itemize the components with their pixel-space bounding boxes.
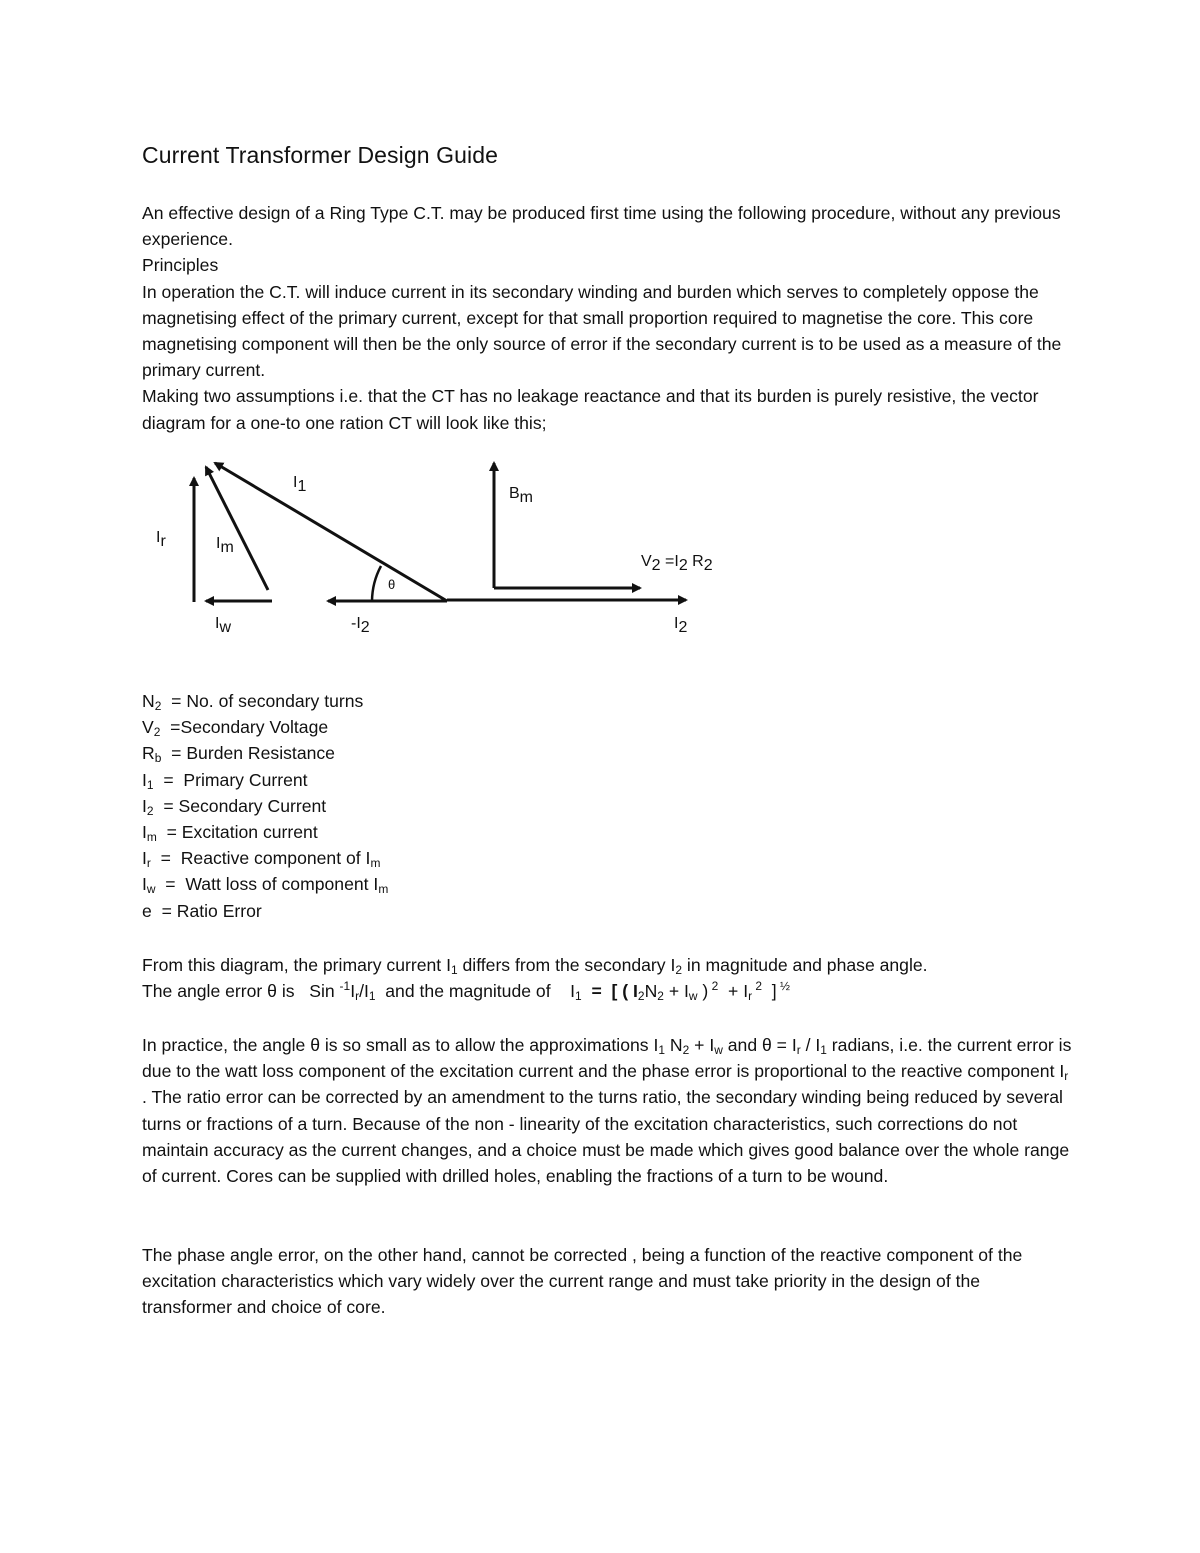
intro-section bbox=[142, 200, 1072, 436]
i1-vector bbox=[215, 463, 447, 601]
angle-error-formula: The angle error θ is Sin $^{-1}I_r/I_1$ and the magnitude of $I_1$ = [ ( $I_2N_2 + I_w$ ) $^2 + I_r$ $^2$ ] $^{\frac{1}{2}}$ bbox=[142, 979, 790, 1004]
bm-label: Bm bbox=[509, 485, 533, 506]
error-section bbox=[142, 952, 1072, 1004]
i1-label: I1 bbox=[293, 474, 307, 495]
ir-label: Ir bbox=[156, 529, 166, 550]
im-label: Im bbox=[216, 535, 234, 556]
principles-heading: Principles bbox=[142, 255, 219, 276]
definition-row: $I_w$ = Watt loss of component $I_m$ bbox=[142, 874, 389, 897]
definition-row: $N_2 = No$. of secondary turns bbox=[142, 691, 364, 713]
neg-i2-label: -I2 bbox=[351, 615, 370, 636]
i2-label: I2 bbox=[674, 615, 688, 636]
v2-label: V2 =I2 R2 bbox=[641, 553, 713, 574]
intro-paragraph: An effective design of a Ring Type C.T. may be produced first time using the following procedure, without any previous experience. bbox=[142, 203, 1061, 250]
theta-label: θ bbox=[388, 577, 396, 592]
definition-row: $I_1$ = Primary Current bbox=[142, 769, 308, 792]
definition-row: $I_r$ = Reactive component of $I_m$ bbox=[142, 848, 381, 871]
im-vector bbox=[206, 467, 268, 590]
assumptions-paragraph: Making two assumptions i.e. that the CT has no leakage reactance and that its burden is purely resistive, the vector diagram for a one-to one ration CT will look like this; bbox=[142, 386, 1039, 433]
phase-error-paragraph: The phase angle error, on the other hand, cannot be corrected , being a function of the reactive component of the excitation characteristics which vary widely over the current range and must take priority in the design of the transformer and choice of core. bbox=[142, 1245, 1023, 1318]
iw-label: Iw bbox=[215, 615, 232, 636]
principles-paragraph: In operation the C.T. will induce current in its secondary winding and burden which serves to completely oppose the magnetising effect of the primary current, except for that small proportion required to magnetise the core. This core magnetising component will then be the only source of error if the secondary current is to be used as a measure of the primary current. bbox=[142, 281, 1062, 381]
definition-row: $I_m$ = Excitation current bbox=[142, 821, 318, 844]
definitions-list bbox=[142, 688, 1072, 924]
magnitude-phase-line: From this diagram, the primary current $I_1$ differs from the secondary $I_2$ in magnitude and phase angle. bbox=[142, 955, 928, 977]
theta-arc bbox=[372, 566, 381, 601]
definition-row: $I_2$ = Secondary Current bbox=[142, 795, 327, 818]
definition-row: $R_b$ = Burden Resistance bbox=[142, 743, 335, 766]
definition-row: e = Ratio Error bbox=[142, 900, 262, 921]
practice-paragraph: In practice, the angle θ is so small as to allow the approximations $I_1$ $N_2 + I_w$ and $\theta = I_r / I_1$ radians, i.e. the current error is due to the watt loss component of the excitation current and the phase error is proportional to the reactive component $I_r$ . The ratio error can be corrected by an amendment to the turns ratio, the secondary winding being reduced by several turns or fractions of a turn. Because of the non - linearity of the excitation characteristics, such corrections do not maintain accuracy as the current changes, and a choice must be made which gives good balance over the whole range of current. Cores can be supplied with drilled holes, enabling the fractions of a turn to be wound. bbox=[142, 1035, 1072, 1187]
page-title: Current Transformer Design Guide bbox=[142, 142, 499, 168]
definition-row: $V_2$ =Secondary Voltage bbox=[142, 717, 329, 740]
